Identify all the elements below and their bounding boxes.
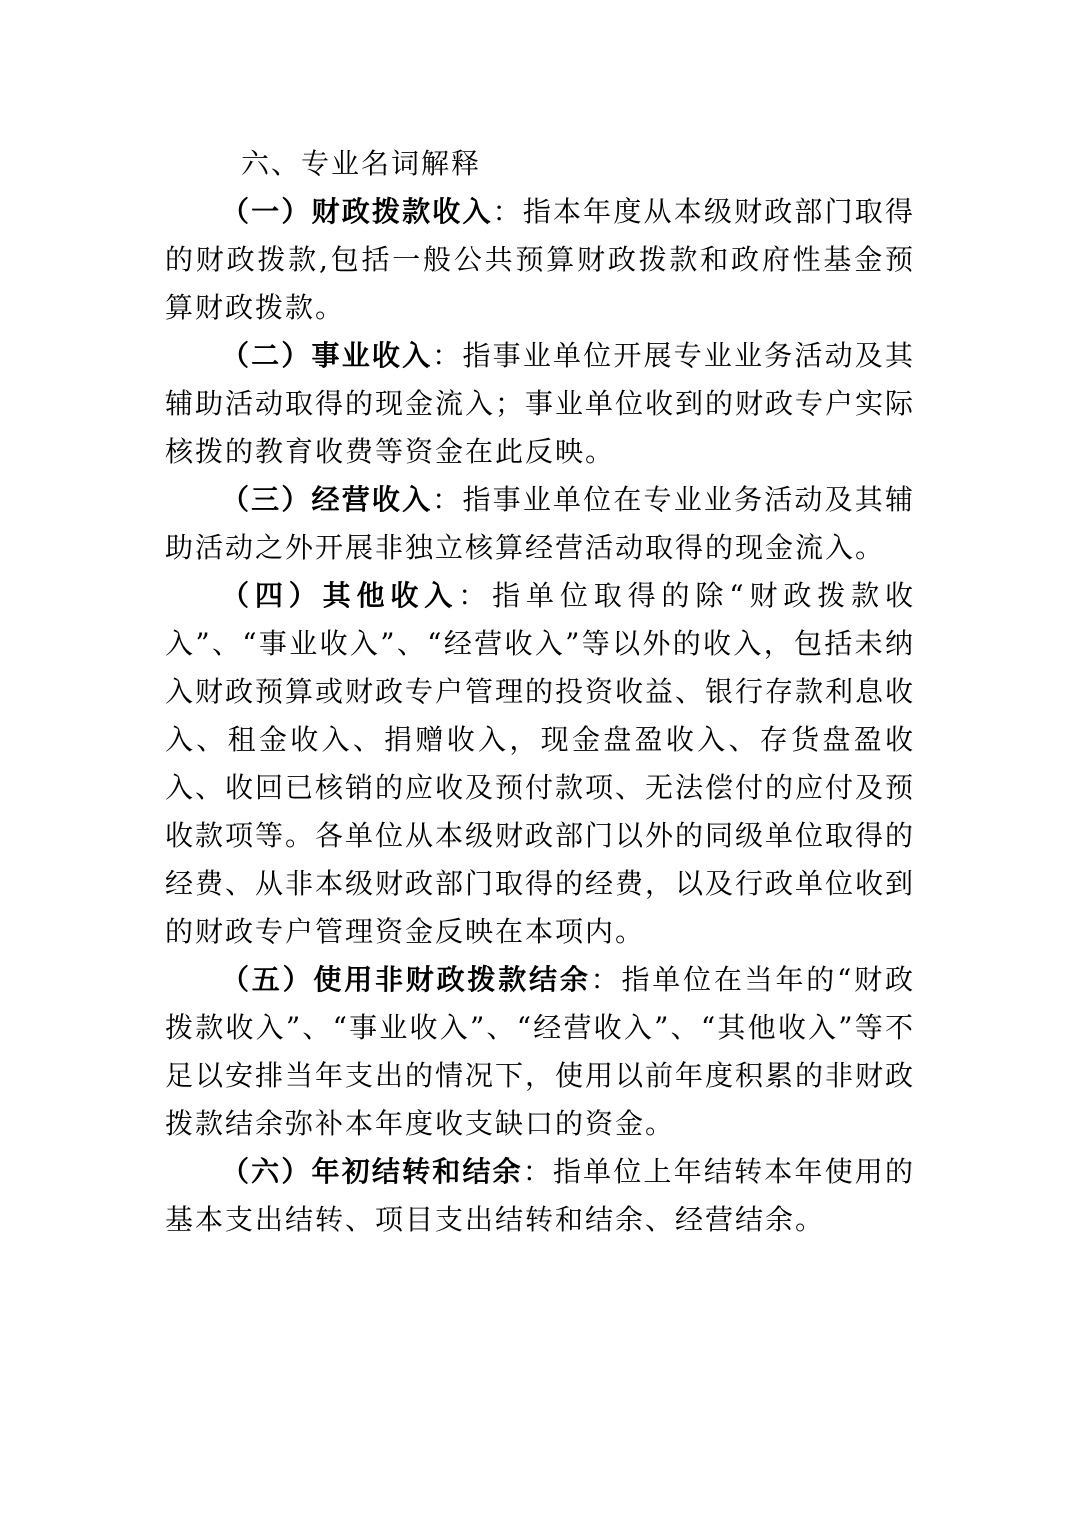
definition-text: 指单位在当年的“财政拨款收入”、“事业收入”、“经营收入”、“其他收入”等不足以安排当年支出的情况下，使用以前年度积累的非财政拨款结余弥补本年度收支缺口的资金。 bbox=[165, 963, 916, 1140]
definition-text: 指单位取得的除“财政拨款收入”、“事业收入”、“经营收入”等以外的收入，包括未纳入财政预算或财政专户管理的投资收益、银行存款利息收入、租金收入、捐赠收入，现金盘盈收入、存货盘盈收入、收回已核销的应收及预付款项、无法偿付的应付及预收款项等。各单位从本级财政部门以外的同级单位取得的经费、从非本级财政部门取得的经费，以及行政单位收到的财政专户管理资金反映在本项内。 bbox=[165, 579, 916, 948]
definition-non-fiscal-balance-usage bbox=[165, 956, 915, 1148]
definition-text: 指本年度从本级财政部门取得的财政拨款,包括一般公共预算财政拨款和政府性基金预算财政拨款。 bbox=[165, 195, 915, 324]
definition-other-income bbox=[165, 572, 915, 956]
definition-separator: ： bbox=[590, 963, 622, 996]
definition-separator: ： bbox=[432, 483, 463, 516]
definition-fiscal-appropriation-income bbox=[165, 188, 915, 332]
definition-term: （四）其他收入 bbox=[221, 579, 459, 612]
definition-term: （六）年初结转和结余 bbox=[221, 1155, 523, 1188]
definition-term: （五）使用非财政拨款结余 bbox=[221, 963, 591, 996]
definition-separator: ： bbox=[492, 195, 523, 228]
definition-separator: ： bbox=[522, 1155, 553, 1188]
section-heading: 六、专业名词解释 bbox=[241, 147, 482, 180]
definition-separator: ： bbox=[432, 339, 463, 372]
definition-text: 指事业单位开展专业业务活动及其辅助活动取得的现金流入；事业单位收到的财政专户实际核拨的教育收费等资金在此反映。 bbox=[165, 339, 916, 468]
definition-business-income bbox=[165, 332, 915, 476]
definition-text: 指事业单位在专业业务活动及其辅助活动之外开展非独立核算经营活动取得的现金流入。 bbox=[165, 483, 915, 564]
definition-text: 指单位上年结转本年使用的基本支出结转、项目支出结转和结余、经营结余。 bbox=[165, 1155, 915, 1236]
document-body bbox=[165, 140, 915, 1244]
definition-term: （一）财政拨款收入 bbox=[221, 195, 493, 228]
definition-separator: ： bbox=[458, 579, 493, 612]
definition-term: （三）经营收入 bbox=[221, 483, 433, 516]
definition-carryover-and-balance bbox=[165, 1148, 915, 1244]
definition-operating-income bbox=[165, 476, 915, 572]
definition-term: （二）事业收入 bbox=[221, 339, 433, 372]
